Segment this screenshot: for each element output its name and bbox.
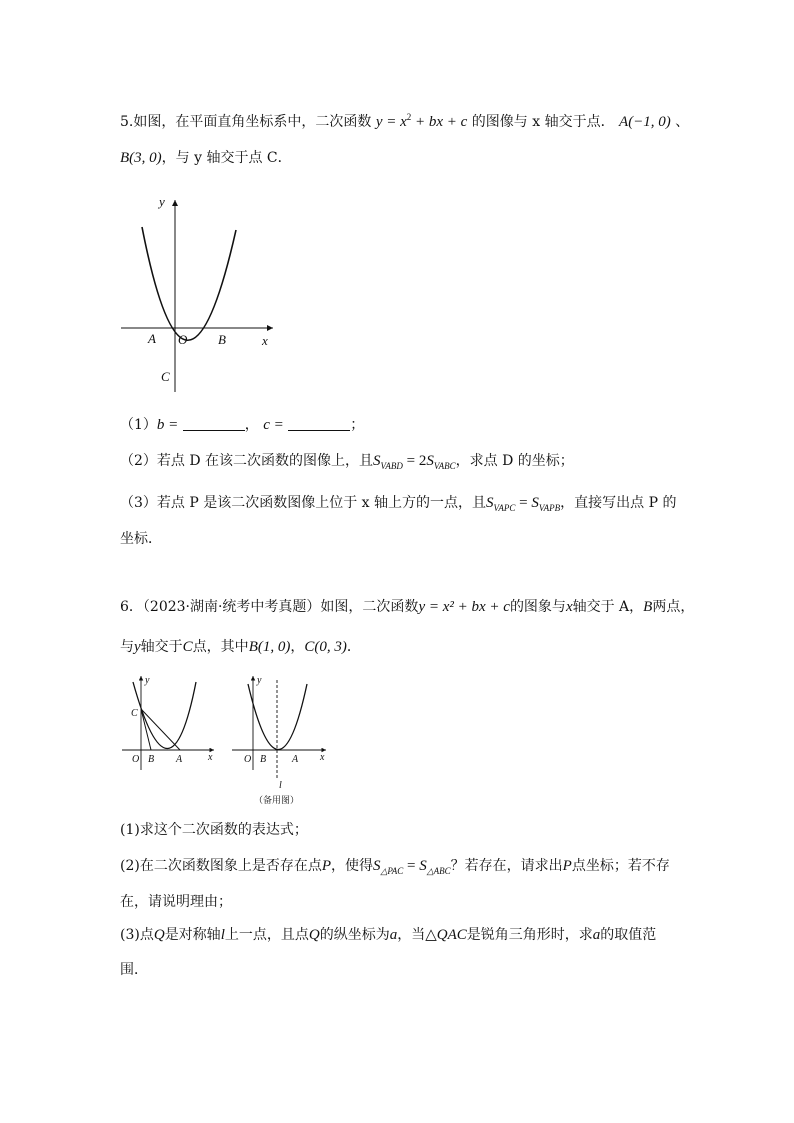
q5-p1-b: b = — [156, 417, 179, 433]
q5-line2 — [120, 148, 292, 168]
q6-part2-cont — [120, 892, 232, 912]
q6-p3-triangle: △QAC — [425, 927, 467, 943]
q6-figure-right — [230, 672, 335, 812]
q5-part3 — [120, 493, 676, 518]
q6l-label-y: y — [145, 675, 150, 686]
q5-label-x: x — [262, 333, 268, 348]
q6r-label-y: y — [257, 675, 262, 686]
q5-label-o: O — [178, 332, 188, 347]
q6-l2-a: 与 — [120, 639, 134, 655]
q5-p1-c: c = — [263, 417, 284, 433]
q5-blank-b[interactable] — [183, 416, 245, 431]
q6-point-b: B(1, 0) — [248, 639, 291, 655]
q5-p3-text-b: ，直接写出点 P 的 — [560, 495, 677, 511]
q5-text-c: 、 — [675, 114, 690, 130]
q6r-parabola — [248, 684, 307, 750]
q6-p2-p: P — [321, 858, 332, 874]
q5-line1 — [120, 107, 689, 132]
q6-figure-left — [120, 672, 220, 772]
q6r-label-a: A — [292, 754, 299, 765]
q5-parabola — [142, 227, 236, 340]
q6-l2-b: 轴交于 — [140, 639, 183, 655]
q5-p2-text-a: （2）若点 D 在该二次函数的图像上，且 — [120, 453, 374, 469]
q5-p2-area: $S_{VABD} = 2S_{VABC}$ — [373, 453, 456, 471]
q6-p3-q2: Q — [308, 927, 320, 943]
q6-p2-p2: P — [562, 858, 572, 874]
q6l-segment-ca — [141, 709, 180, 750]
q6-c-var: C — [182, 639, 193, 655]
q6-y-var: y — [134, 639, 141, 655]
q5-point-b: B(3, 0) — [120, 150, 162, 166]
q6-p2-a: (2)在二次函数图象上是否存在点 — [120, 858, 322, 874]
q5-part3-cont — [120, 529, 162, 549]
q5-p1-end: ； — [350, 417, 365, 433]
q6-p3-q: Q — [153, 927, 165, 943]
q6-p3-c: 上一点，且点 — [224, 927, 309, 943]
q5-blank-c[interactable] — [288, 416, 350, 431]
q6-line2 — [120, 637, 361, 657]
q6-b-var: B — [643, 599, 653, 615]
q6r-label-l: l — [279, 780, 282, 791]
q6-p3-a-var2: a — [592, 927, 601, 943]
q6r-caption: （备用图） — [254, 796, 300, 806]
q6-part3 — [120, 925, 656, 945]
q6-l2-c: 点，其中 — [192, 639, 249, 655]
q6l-label-x: x — [208, 752, 213, 763]
q6-p2-e: 在，请说明理由； — [120, 894, 232, 910]
q5-p3-text-c: 坐标． — [120, 531, 162, 547]
q6-point-c: C(0, 3) — [304, 639, 347, 655]
q6-p3-h: 围． — [120, 962, 148, 978]
q6-part1 — [120, 820, 308, 840]
q6l-label-a: A — [176, 754, 183, 765]
q5-p3-text-a: （3）若点 P 是该二次函数图像上位于 x 轴上方的一点，且 — [120, 495, 487, 511]
q5-func: $y = x^2$ + bx + c — [375, 112, 468, 130]
q5-text-b: 的图像与 x 轴交于点． — [471, 114, 615, 130]
q5-figure — [115, 190, 285, 400]
q6r-label-b: B — [260, 754, 267, 765]
q6-text-a: 6．（2023·湖南·统考中考真题）如图，二次函数 — [120, 599, 419, 615]
q5-p3-area: $S_{VAPC} = S_{VAPB}$ — [486, 495, 561, 513]
q6l-label-c: C — [131, 708, 138, 719]
q6-p3-f: 是锐角三角形时，求 — [466, 927, 593, 943]
q6-p3-g: 的取值范 — [600, 927, 657, 943]
q5-point-a: A(−1, 0) — [619, 114, 671, 130]
q5-p1-label: （1） — [120, 417, 157, 433]
q6r-label-x: x — [320, 752, 325, 763]
q5-p2-text-b: ，求点 D 的坐标； — [455, 453, 574, 469]
q6-part2 — [120, 856, 670, 881]
q6-text-d: 两点， — [652, 599, 695, 615]
q6-p3-d: 的纵坐标为 — [319, 927, 390, 943]
q6-p2-d: 点坐标；若不存 — [571, 858, 670, 874]
q5-p1-sep: ， — [244, 417, 259, 433]
q6-p3-a: (3)点 — [120, 927, 154, 943]
q6-p3-a-var: a — [389, 927, 398, 943]
q6-p3-b: 是对称轴 — [164, 927, 221, 943]
q6-l2-sep: ， — [290, 639, 305, 655]
q5-text-a: 5.如图，在平面直角坐标系中，二次函数 — [120, 114, 372, 130]
q6-func: y = x² + bx + c — [418, 599, 510, 615]
q6-l2-end: ． — [346, 639, 361, 655]
q6-p2-area: $S_{\triangle PAC} = S_{\triangle ABC}$ — [373, 858, 451, 876]
q6l-label-o: O — [132, 754, 140, 765]
q5-label-a: A — [148, 331, 156, 346]
q6-p2-c: ？若存在，请求出 — [450, 858, 563, 874]
q5-part1 — [120, 415, 364, 435]
q5-line2-rest: ，与 y 轴交于点 C． — [161, 150, 292, 166]
q5-part2 — [120, 451, 574, 476]
q6-text-b: 的图象与 — [509, 599, 566, 615]
q6-line1 — [120, 597, 694, 617]
q5-label-c: C — [161, 369, 170, 384]
q6r-label-o: O — [244, 754, 252, 765]
q6-p3-l: l — [220, 927, 225, 943]
q6-p3-e: ，当 — [397, 927, 426, 943]
q5-label-y: y — [159, 194, 165, 209]
q6l-label-b: B — [148, 754, 155, 765]
q6-text-c: 轴交于 A， — [572, 599, 644, 615]
q6-x-var: x — [565, 599, 573, 615]
q5-label-b: B — [218, 332, 226, 347]
q6-p2-b: ，使得 — [331, 858, 374, 874]
q6-p1-text: (1)求这个二次函数的表达式； — [120, 822, 308, 838]
q6-part3-cont — [120, 960, 148, 980]
